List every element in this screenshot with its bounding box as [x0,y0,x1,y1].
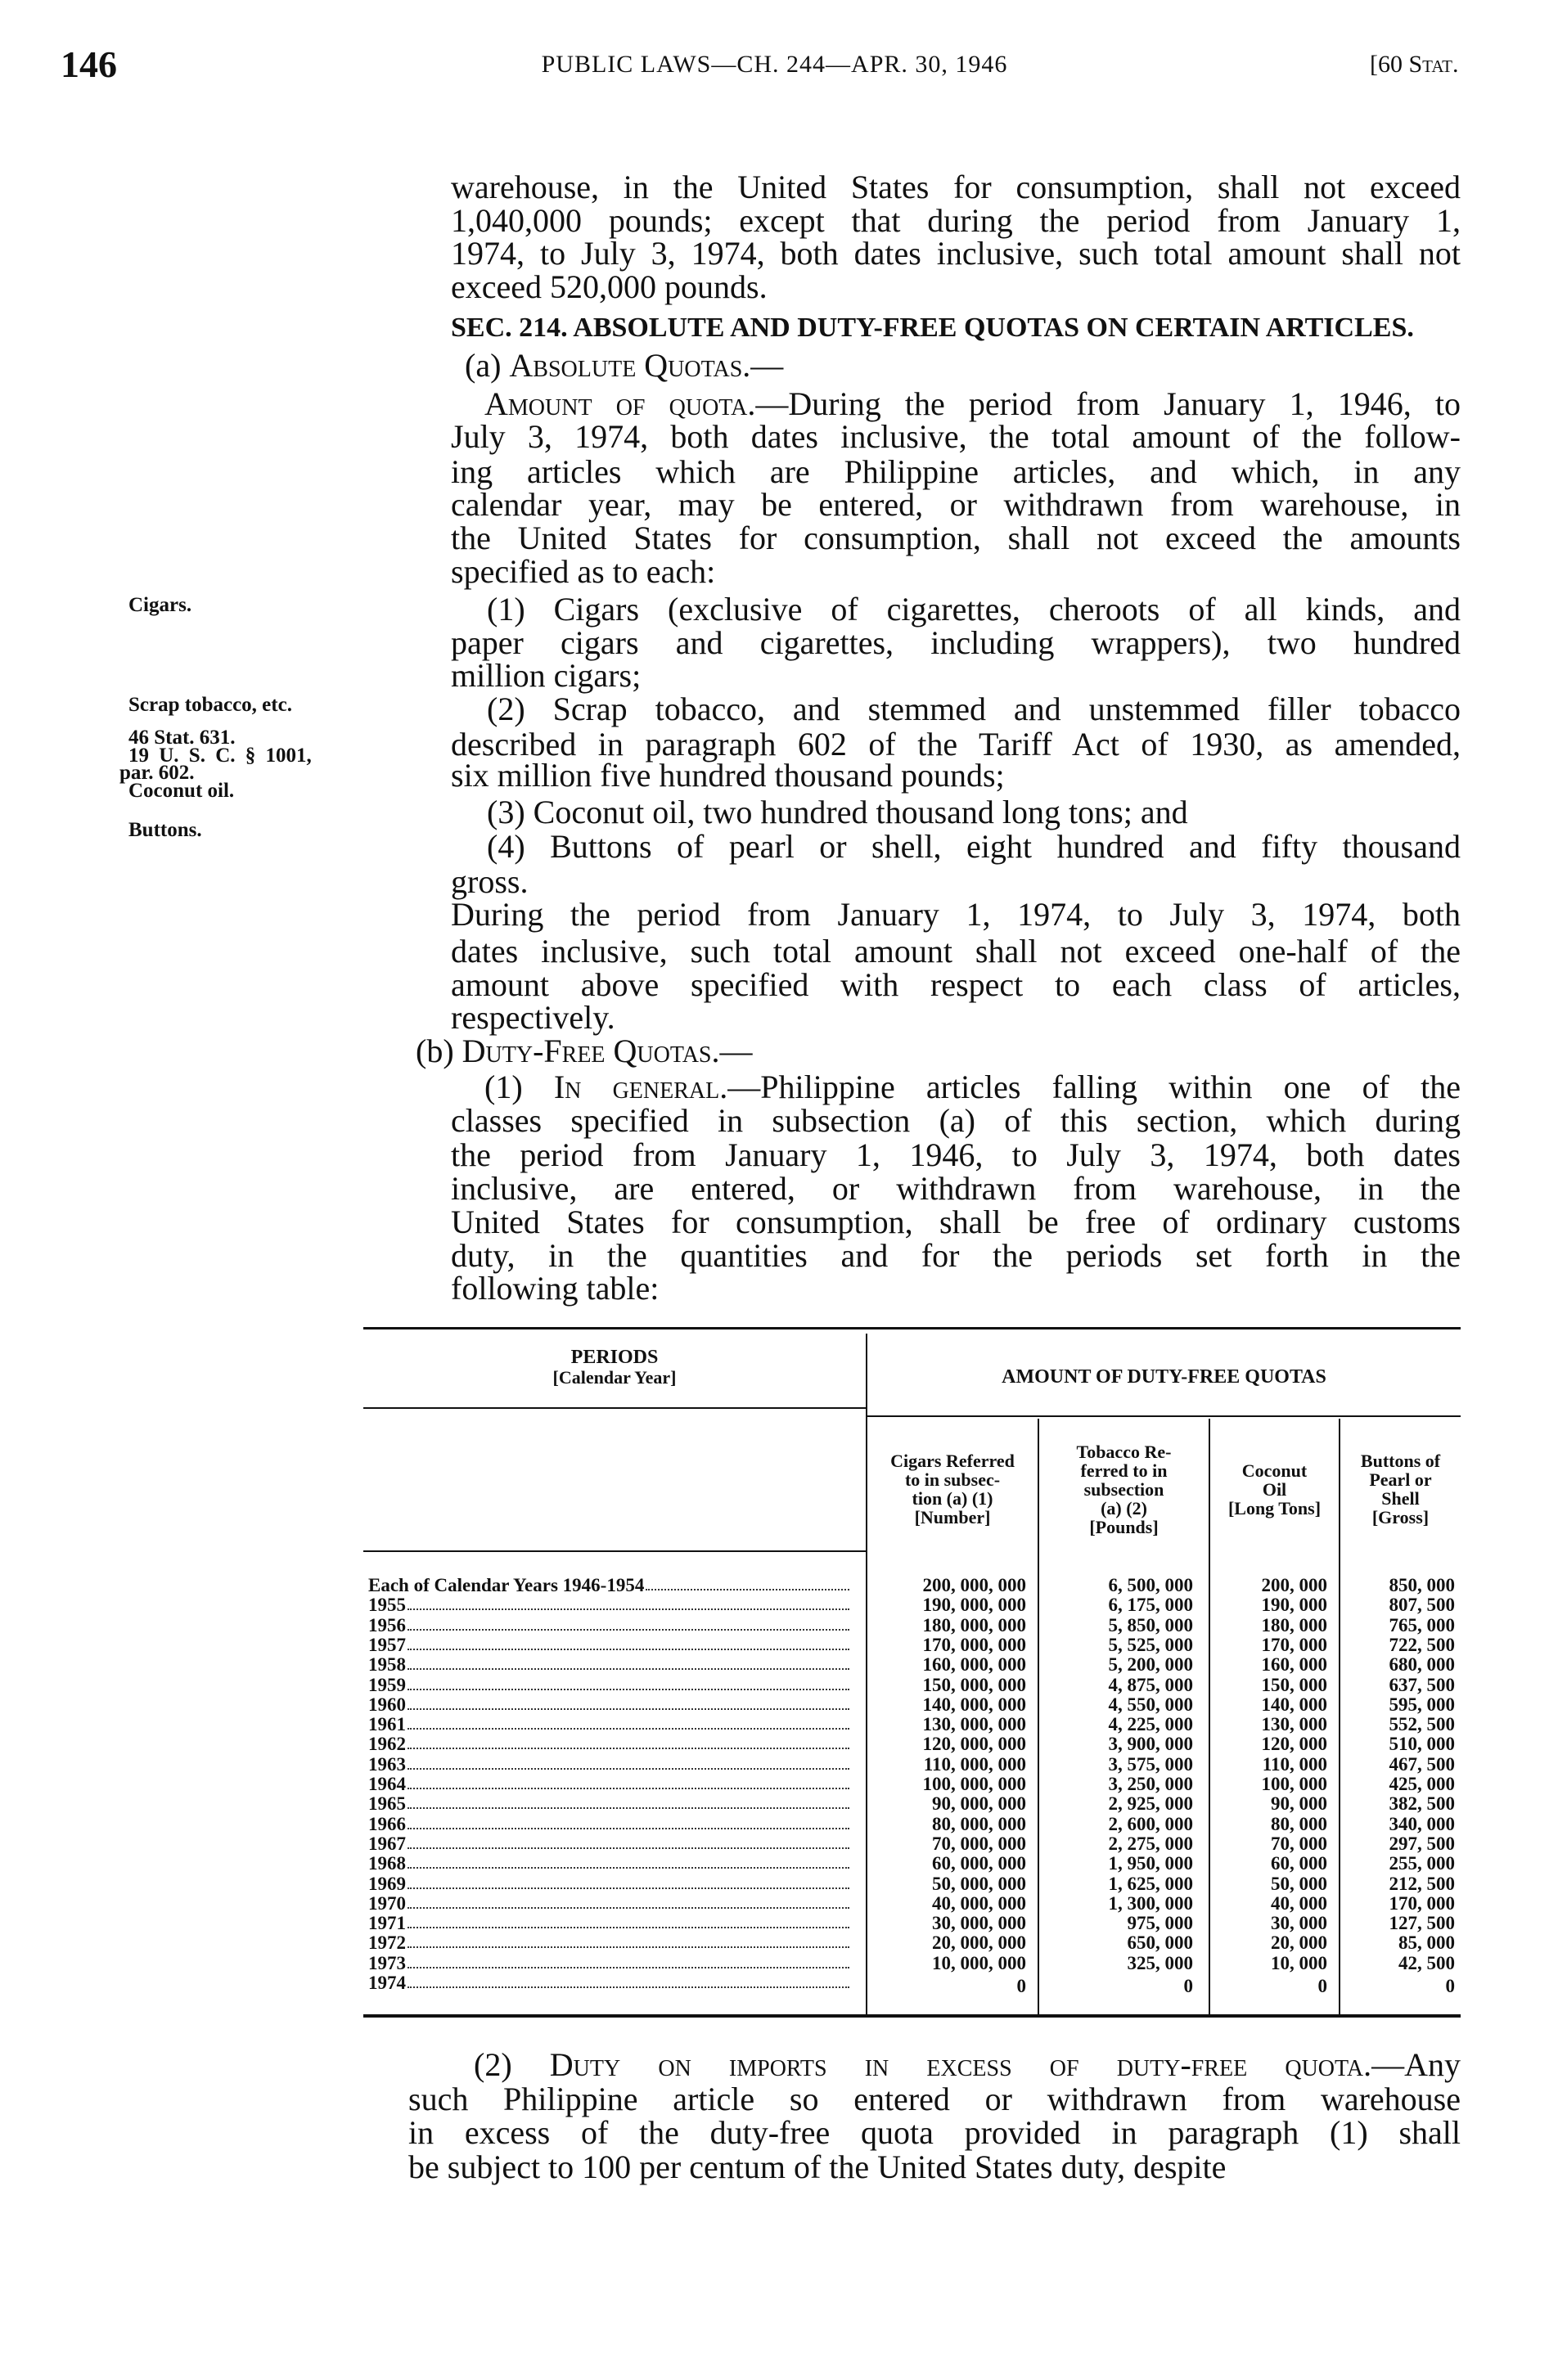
amount-line [451,554,715,590]
line-text: exceed 520,000 pounds. [451,268,768,305]
period-label [368,1914,851,1933]
periods-subheader: [Calendar Year] [552,1367,677,1388]
c1-line [487,592,1461,628]
quota-value: 60, 000 [1271,1853,1327,1874]
period-label [368,1973,851,1993]
period-label [368,1635,851,1655]
quota-value: 10, 000, 000 [932,1952,1026,1973]
paragraph-heading: Absolute Quotas. [509,347,751,384]
quota-value: 20, 000, 000 [932,1932,1026,1954]
quota-value: 340, 000 [1389,1813,1455,1834]
line-text: 1,040,000 pounds; except that during the period from January 1, [451,202,1461,239]
amount-header: AMOUNT OF DUTY-FREE QUOTAS [1002,1366,1326,1388]
column-header-line: Buttons of [1360,1451,1441,1471]
paragraph-heading: Duty-Free Quotas. [462,1033,720,1069]
paragraph-heading: Duty on imports in excess of duty-free quota. [549,2046,1372,2083]
column-header [867,1451,1038,1527]
period-text: 1957 [368,1634,406,1655]
c1-line [451,658,641,694]
quota-value: 30, 000 [1271,1913,1327,1934]
c2-line [451,758,1005,794]
volume-reference: [60 Stat. [1370,51,1459,78]
quota-value: 140, 000, 000 [922,1694,1026,1715]
dot-leader [408,1986,849,1988]
quota-value: 3, 900, 000 [1108,1734,1193,1755]
period-text: 1966 [368,1813,406,1834]
b1-line [484,1069,1461,1105]
quota-value: 595, 000 [1389,1694,1455,1715]
header-rule [363,1407,866,1409]
dot-leader [408,1887,849,1889]
dot-leader [408,1649,849,1650]
line-text: During the period from January 1, 1974, to July 3, 1974, both [451,896,1461,933]
periods-header: PERIODS [570,1347,659,1368]
d2-line [474,2047,1461,2083]
quota-value: 5, 525, 000 [1108,1634,1193,1655]
paragraph-number: (b) [416,1033,462,1069]
quota-value: 200, 000 [1261,1575,1327,1595]
column-header-line: tion (a) (1) [912,1488,993,1509]
quota-value: 467, 500 [1389,1753,1455,1775]
column-header [1039,1442,1209,1536]
line-text: the period from January 1, 1946, to July 3, 1974, both dates [451,1136,1461,1173]
quota-value: 510, 000 [1389,1734,1455,1755]
c4-line [451,864,528,900]
p1-line [451,236,1461,272]
period-label [368,1576,851,1595]
period-label [368,1655,851,1675]
line-text: (1) Cigars (exclusive of cigarettes, cheroots of all kinds, and [487,591,1461,628]
quota-value: 20, 000 [1271,1932,1327,1954]
quota-value: 30, 000, 000 [932,1913,1026,1934]
quota-value: 200, 000, 000 [922,1575,1026,1595]
quota-value: 150, 000 [1261,1674,1327,1695]
column-header-line: Cigars Referred [890,1451,1015,1471]
margin-note-citation: 19 U. S. C. § 1001, [128,745,312,767]
line-text: respectively. [451,999,615,1036]
b-line [416,1033,753,1069]
column-header-line: Oil [1262,1478,1287,1500]
line-text: paper cigars and cigarettes, including wrappers), two hundred [451,624,1461,661]
quota-value: 212, 500 [1389,1873,1455,1894]
quota-value: 170, 000 [1389,1892,1455,1914]
quota-value: 1, 625, 000 [1108,1873,1193,1894]
period-label [368,1715,851,1734]
quota-value: 150, 000, 000 [922,1674,1026,1695]
quota-value: 765, 000 [1389,1614,1455,1635]
quota-value: 190, 000 [1261,1595,1327,1616]
quota-value: 3, 575, 000 [1108,1753,1193,1775]
period-label [368,1874,851,1894]
quota-value: 5, 850, 000 [1108,1614,1193,1635]
dot-leader [646,1589,849,1590]
column-header-line: Pearl or [1369,1469,1432,1490]
line-text: inclusive, are entered, or withdrawn from warehouse, in the [451,1170,1461,1207]
dot-leader [408,1788,849,1789]
column-header-line: ferred to in [1080,1460,1168,1481]
p1-line [451,203,1461,239]
margin-note-scrap-tobacco: Scrap tobacco, etc. [128,694,292,716]
period-label [368,1954,851,1973]
dot-leader [408,1689,849,1690]
period-label [368,1854,851,1874]
quota-value: 190, 000, 000 [922,1595,1026,1616]
quota-value: 160, 000 [1261,1654,1327,1676]
column-header-line: [Gross] [1371,1507,1430,1527]
during-line [451,934,1461,970]
column-header-line: [Number] [914,1507,991,1527]
c3-line [487,794,1188,830]
quota-value: 120, 000 [1261,1734,1327,1755]
margin-note-coconut-oil: Coconut oil. [128,780,235,802]
b1-line [451,1171,1461,1207]
b1-line [451,1137,1461,1173]
period-text: 1970 [368,1892,406,1914]
line-text: — [719,1033,753,1069]
line-text: —Any [1371,2046,1461,2083]
period-text: 1956 [368,1614,406,1635]
period-text: 1965 [368,1793,406,1815]
dot-leader [408,1728,849,1730]
quota-value: 4, 550, 000 [1108,1694,1193,1715]
quota-value: 85, 000 [1398,1932,1455,1954]
margin-note-citation: par. 602. [119,762,195,784]
quota-value: 4, 225, 000 [1108,1714,1193,1735]
column-header [1340,1451,1461,1527]
quota-value: 80, 000 [1271,1813,1327,1834]
b1-line [451,1103,1461,1139]
period-text: 1964 [368,1774,406,1794]
column-header [1210,1461,1339,1518]
period-text: Each of Calendar Years 1946-1954 [368,1575,645,1595]
line-text: following table: [451,1270,660,1307]
quota-value: 100, 000 [1261,1774,1327,1794]
quota-value: 0 [1016,1976,1026,1996]
line-text: (3) Coconut oil, two hundred thousand long tons; and [487,794,1188,830]
column-header-line: [Pounds] [1089,1516,1159,1537]
quota-value: 50, 000 [1271,1873,1327,1894]
period-text: 1963 [368,1753,406,1775]
p1-line [451,269,768,305]
column-header-line: [Long Tons] [1227,1497,1322,1518]
dot-leader [408,1907,849,1909]
during-line [451,967,1461,1003]
sec-line [451,310,1414,346]
line-text: such Philippine article so entered or withdrawn from warehouse [408,2081,1461,2117]
period-label [368,1616,851,1635]
quota-value: 2, 925, 000 [1108,1793,1193,1815]
dot-leader [408,1828,849,1829]
line-text: 1974, to July 3, 1974, both dates inclusive, such total amount shall not [451,235,1461,272]
line-text: amount above specified with respect to each class of articles, [451,966,1461,1003]
a-line [465,348,783,384]
quota-value: 140, 000 [1261,1694,1327,1715]
quota-value: 120, 000, 000 [922,1734,1026,1755]
quota-value: 40, 000, 000 [932,1892,1026,1914]
period-label [368,1676,851,1695]
quota-value: 3, 250, 000 [1108,1774,1193,1794]
quota-value: 110, 000 [1262,1753,1327,1775]
quota-value: 70, 000, 000 [932,1833,1026,1854]
quota-value: 6, 500, 000 [1108,1575,1193,1595]
line-text: million cigars; [451,657,642,694]
b1-line [451,1238,1461,1274]
dot-leader [408,1927,849,1928]
d2-line [408,2081,1461,2117]
period-label [368,1595,851,1615]
period-label [368,1933,851,1953]
period-label [368,1834,851,1854]
quota-value: 4, 875, 000 [1108,1674,1193,1695]
quota-value: 637, 500 [1389,1674,1455,1695]
quota-value: 70, 000 [1271,1833,1327,1854]
line-text: classes specified in subsection (a) of this section, which during [451,1102,1461,1139]
line-text: gross. [451,863,529,900]
period-label [368,1775,851,1794]
dot-leader [408,1608,849,1610]
line-text: ing articles which are Philippine articles, and which, in any [451,453,1461,490]
quota-value: 80, 000, 000 [932,1813,1026,1834]
quota-value: 180, 000, 000 [922,1614,1026,1635]
page-number: 146 [61,43,117,85]
period-label [368,1794,851,1814]
quota-value: 6, 175, 000 [1108,1595,1193,1616]
period-label [368,1755,851,1775]
column-header-line: (a) (2) [1101,1497,1147,1518]
quota-value: 42, 500 [1398,1952,1455,1973]
header-rule [363,1550,866,1552]
line-text: warehouse, in the United States for consumption, shall not exceed [451,169,1461,205]
quota-value: 325, 000 [1127,1952,1193,1973]
line-text: (4) Buttons of pearl or shell, eight hundred and fifty thousand [487,828,1461,865]
line-text: calendar year, may be entered, or withdrawn from warehouse, in [451,486,1461,523]
period-text: 1972 [368,1932,406,1954]
amount-line [451,487,1461,523]
dot-leader [408,1629,849,1631]
dot-leader [408,1867,849,1869]
dot-leader [408,1967,849,1968]
line-text: United States for consumption, shall be free of ordinary customs [451,1203,1461,1240]
c2-line [487,691,1461,727]
period-text: 1959 [368,1674,406,1695]
quota-value: 40, 000 [1271,1892,1327,1914]
quota-value: 90, 000 [1271,1793,1327,1815]
c1-line [451,625,1461,661]
line-text: six million five hundred thousand pounds; [451,757,1005,794]
line-text: — [750,347,784,384]
dot-leader [408,1946,849,1948]
quota-value: 160, 000, 000 [922,1654,1026,1676]
period-text: 1962 [368,1734,406,1755]
quota-value: 722, 500 [1389,1634,1455,1655]
amount-line [484,386,1461,422]
quota-value: 100, 000, 000 [922,1774,1026,1794]
b1-line [451,1204,1461,1240]
line-text: in excess of the duty-free quota provided in paragraph (1) shall [408,2114,1461,2151]
dot-leader [408,1708,849,1710]
paragraph-number: (2) [474,2046,550,2083]
line-text: —During the period from January 1, 1946, to [755,385,1461,422]
quota-value: 60, 000, 000 [932,1853,1026,1874]
quota-value: 2, 275, 000 [1108,1833,1193,1854]
period-text: 1955 [368,1595,406,1616]
quota-value: 130, 000, 000 [922,1714,1026,1735]
line-text: SEC. 214. ABSOLUTE AND DUTY-FREE QUOTAS ON CERTAIN ARTICLES. [451,313,1414,343]
quota-value: 10, 000 [1271,1952,1327,1973]
quota-value: 5, 200, 000 [1108,1654,1193,1676]
column-header-line: subsection [1083,1478,1164,1500]
period-text: 1974 [368,1973,406,1993]
dot-leader [408,1768,849,1770]
paragraph-heading: In general. [553,1069,728,1105]
period-text: 1969 [368,1873,406,1894]
quota-value: 0 [1445,1976,1455,1996]
line-text: be subject to 100 per centum of the United States duty, despite [408,2148,1227,2185]
quota-value: 975, 000 [1127,1913,1193,1934]
b1-line [451,1271,659,1307]
running-title: PUBLIC LAWS—CH. 244—APR. 30, 1946 [541,51,1008,78]
line-text: dates inclusive, such total amount shall not exceed one-half of the [451,933,1461,970]
column-header-line: Coconut [1241,1460,1308,1481]
column-header-line: Shell [1381,1488,1420,1509]
column-header-line: Tobacco Re- [1076,1441,1172,1462]
line-text: described in paragraph 602 of the Tariff Act of 1930, as amended, [451,726,1461,763]
dot-leader [408,1807,849,1809]
paragraph-number: (a) [465,347,510,384]
quota-value: 650, 000 [1127,1932,1193,1954]
header-rule [867,1415,1461,1417]
line-text: (2) Scrap tobacco, and stemmed and unstemmed filler tobacco [487,691,1461,727]
line-text: the United States for consumption, shall not exceed the amounts [451,520,1461,556]
period-label [368,1734,851,1754]
dot-leader [408,1847,849,1849]
quota-value: 170, 000, 000 [922,1634,1026,1655]
period-text: 1968 [368,1853,406,1874]
paragraph-number: (1) [484,1069,554,1105]
quota-value: 170, 000 [1261,1634,1327,1655]
quota-value: 1, 950, 000 [1108,1853,1193,1874]
quota-value: 0 [1317,1976,1327,1996]
table-bottom-rule [363,2014,1461,2018]
quota-value: 552, 500 [1389,1714,1455,1735]
amount-line [451,419,1461,455]
quota-value: 382, 500 [1389,1793,1455,1815]
d2-line [408,2149,1226,2185]
quota-value: 850, 000 [1389,1575,1455,1595]
margin-note-citation: 46 Stat. 631. [128,727,236,749]
quota-value: 50, 000, 000 [932,1873,1026,1894]
period-label [368,1894,851,1914]
column-header-line: to in subsec- [904,1469,1001,1490]
quota-value: 180, 000 [1261,1614,1327,1635]
quota-value: 110, 000, 000 [923,1753,1026,1775]
period-text: 1971 [368,1913,406,1934]
quota-value: 297, 500 [1389,1833,1455,1854]
during-line [451,897,1461,933]
during-line [451,1000,615,1036]
line-text: specified as to each: [451,553,716,590]
amount-line [451,454,1461,490]
quota-value: 807, 500 [1389,1595,1455,1616]
paragraph-heading: Amount of quota. [484,385,756,422]
quota-value: 130, 000 [1261,1714,1327,1735]
quota-value: 2, 600, 000 [1108,1813,1193,1834]
quota-value: 680, 000 [1389,1654,1455,1676]
dot-leader [408,1668,849,1670]
quota-value: 127, 500 [1389,1913,1455,1934]
period-text: 1958 [368,1654,406,1676]
margin-note-cigars: Cigars. [128,594,192,616]
period-text: 1967 [368,1833,406,1854]
p1-line [451,169,1461,205]
c4-line [487,829,1461,865]
dot-leader [408,1748,849,1749]
quota-value: 425, 000 [1389,1774,1455,1794]
quota-value: 1, 300, 000 [1108,1892,1193,1914]
margin-note-buttons: Buttons. [128,819,202,841]
quota-value: 90, 000, 000 [932,1793,1026,1815]
amount-line [451,520,1461,556]
period-label [368,1815,851,1834]
line-text: July 3, 1974, both dates inclusive, the total amount of the follow- [451,418,1461,455]
period-text: 1973 [368,1952,406,1973]
quota-value: 255, 000 [1389,1853,1455,1874]
line-text: —Philippine articles falling within one of the [727,1069,1461,1105]
period-label [368,1695,851,1715]
table-top-rule [363,1327,1461,1329]
period-text: 1960 [368,1694,406,1715]
quota-value: 0 [1183,1976,1193,1996]
period-text: 1961 [368,1714,406,1735]
line-text: duty, in the quantities and for the periods set forth in the [451,1237,1461,1274]
d2-line [408,2115,1461,2151]
